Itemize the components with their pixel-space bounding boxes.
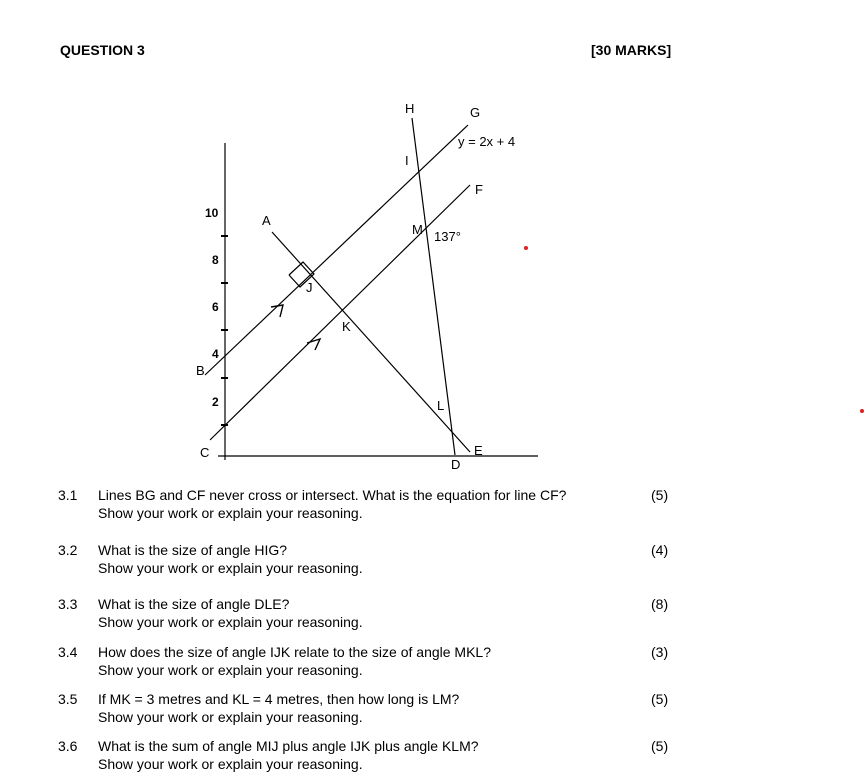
label-k: K — [342, 319, 351, 334]
y-tick-label-2: 2 — [212, 395, 219, 409]
question-number: 3.6 — [58, 738, 78, 754]
question-marks: (3) — [651, 644, 669, 660]
question-text — [98, 690, 459, 726]
question-text — [98, 595, 363, 631]
label-m: M — [412, 222, 423, 237]
question-marks: (8) — [651, 596, 669, 612]
question-line: Lines BG and CF never cross or intersect. What is the equation for line CF? — [98, 487, 567, 503]
parallel-arrow-cf — [307, 339, 320, 350]
question-line: If MK = 3 metres and KL = 4 metres, then how long is LM? — [98, 691, 460, 707]
question-total-marks: [30 MARKS] — [591, 42, 672, 58]
label-c: C — [200, 445, 210, 460]
label-a: A — [262, 213, 271, 228]
question-instruction: Show your work or explain your reasoning. — [98, 709, 363, 725]
label-f: F — [475, 182, 483, 197]
question-instruction: Show your work or explain your reasoning. — [98, 756, 363, 772]
question-number: 3.2 — [58, 542, 78, 558]
question-marks: (5) — [651, 738, 669, 754]
question-instruction: Show your work or explain your reasoning. — [98, 505, 363, 521]
question-number: 3.1 — [58, 487, 78, 503]
label-l: L — [437, 398, 445, 413]
line-cf — [210, 185, 470, 440]
stray-mark — [524, 246, 528, 250]
y-tick-label-4: 4 — [212, 347, 219, 361]
question-line: What is the sum of angle MIJ plus angle IJK plus angle KLM? — [98, 738, 479, 754]
question-line: What is the size of angle DLE? — [98, 596, 290, 612]
label-g: G — [470, 105, 481, 120]
question-instruction: Show your work or explain your reasoning. — [98, 560, 363, 576]
question-number: 3.3 — [58, 596, 78, 612]
y-tick-label-8: 8 — [212, 253, 219, 267]
question-marks: (5) — [651, 487, 669, 503]
line-hd — [412, 118, 455, 455]
question-instruction: Show your work or explain your reasoning. — [98, 614, 363, 630]
equation-label: y = 2x + 4 — [458, 134, 516, 149]
question-line: How does the size of angle IJK relate to the size of angle MKL? — [98, 644, 492, 660]
question-number: 3.5 — [58, 691, 78, 707]
question-line: What is the size of angle HIG? — [98, 542, 288, 558]
label-d: D — [451, 457, 461, 472]
label-e: E — [474, 443, 483, 458]
label-j: J — [306, 280, 313, 295]
label-i: I — [405, 153, 409, 168]
question-instruction: Show your work or explain your reasoning. — [98, 662, 363, 678]
question-text — [98, 643, 491, 679]
question-text — [98, 486, 566, 522]
question-text — [98, 737, 479, 773]
question-text — [98, 541, 363, 577]
question-number: 3.4 — [58, 644, 78, 660]
question-marks: (5) — [651, 691, 669, 707]
stray-mark — [860, 409, 864, 413]
question-marks: (4) — [651, 542, 669, 558]
label-h: H — [405, 101, 415, 116]
y-tick-label-10: 10 — [205, 206, 219, 220]
angle-label: 137° — [434, 229, 461, 244]
label-b: B — [196, 363, 205, 378]
question-title: QUESTION 3 — [60, 42, 145, 58]
y-tick-label-6: 6 — [212, 300, 219, 314]
